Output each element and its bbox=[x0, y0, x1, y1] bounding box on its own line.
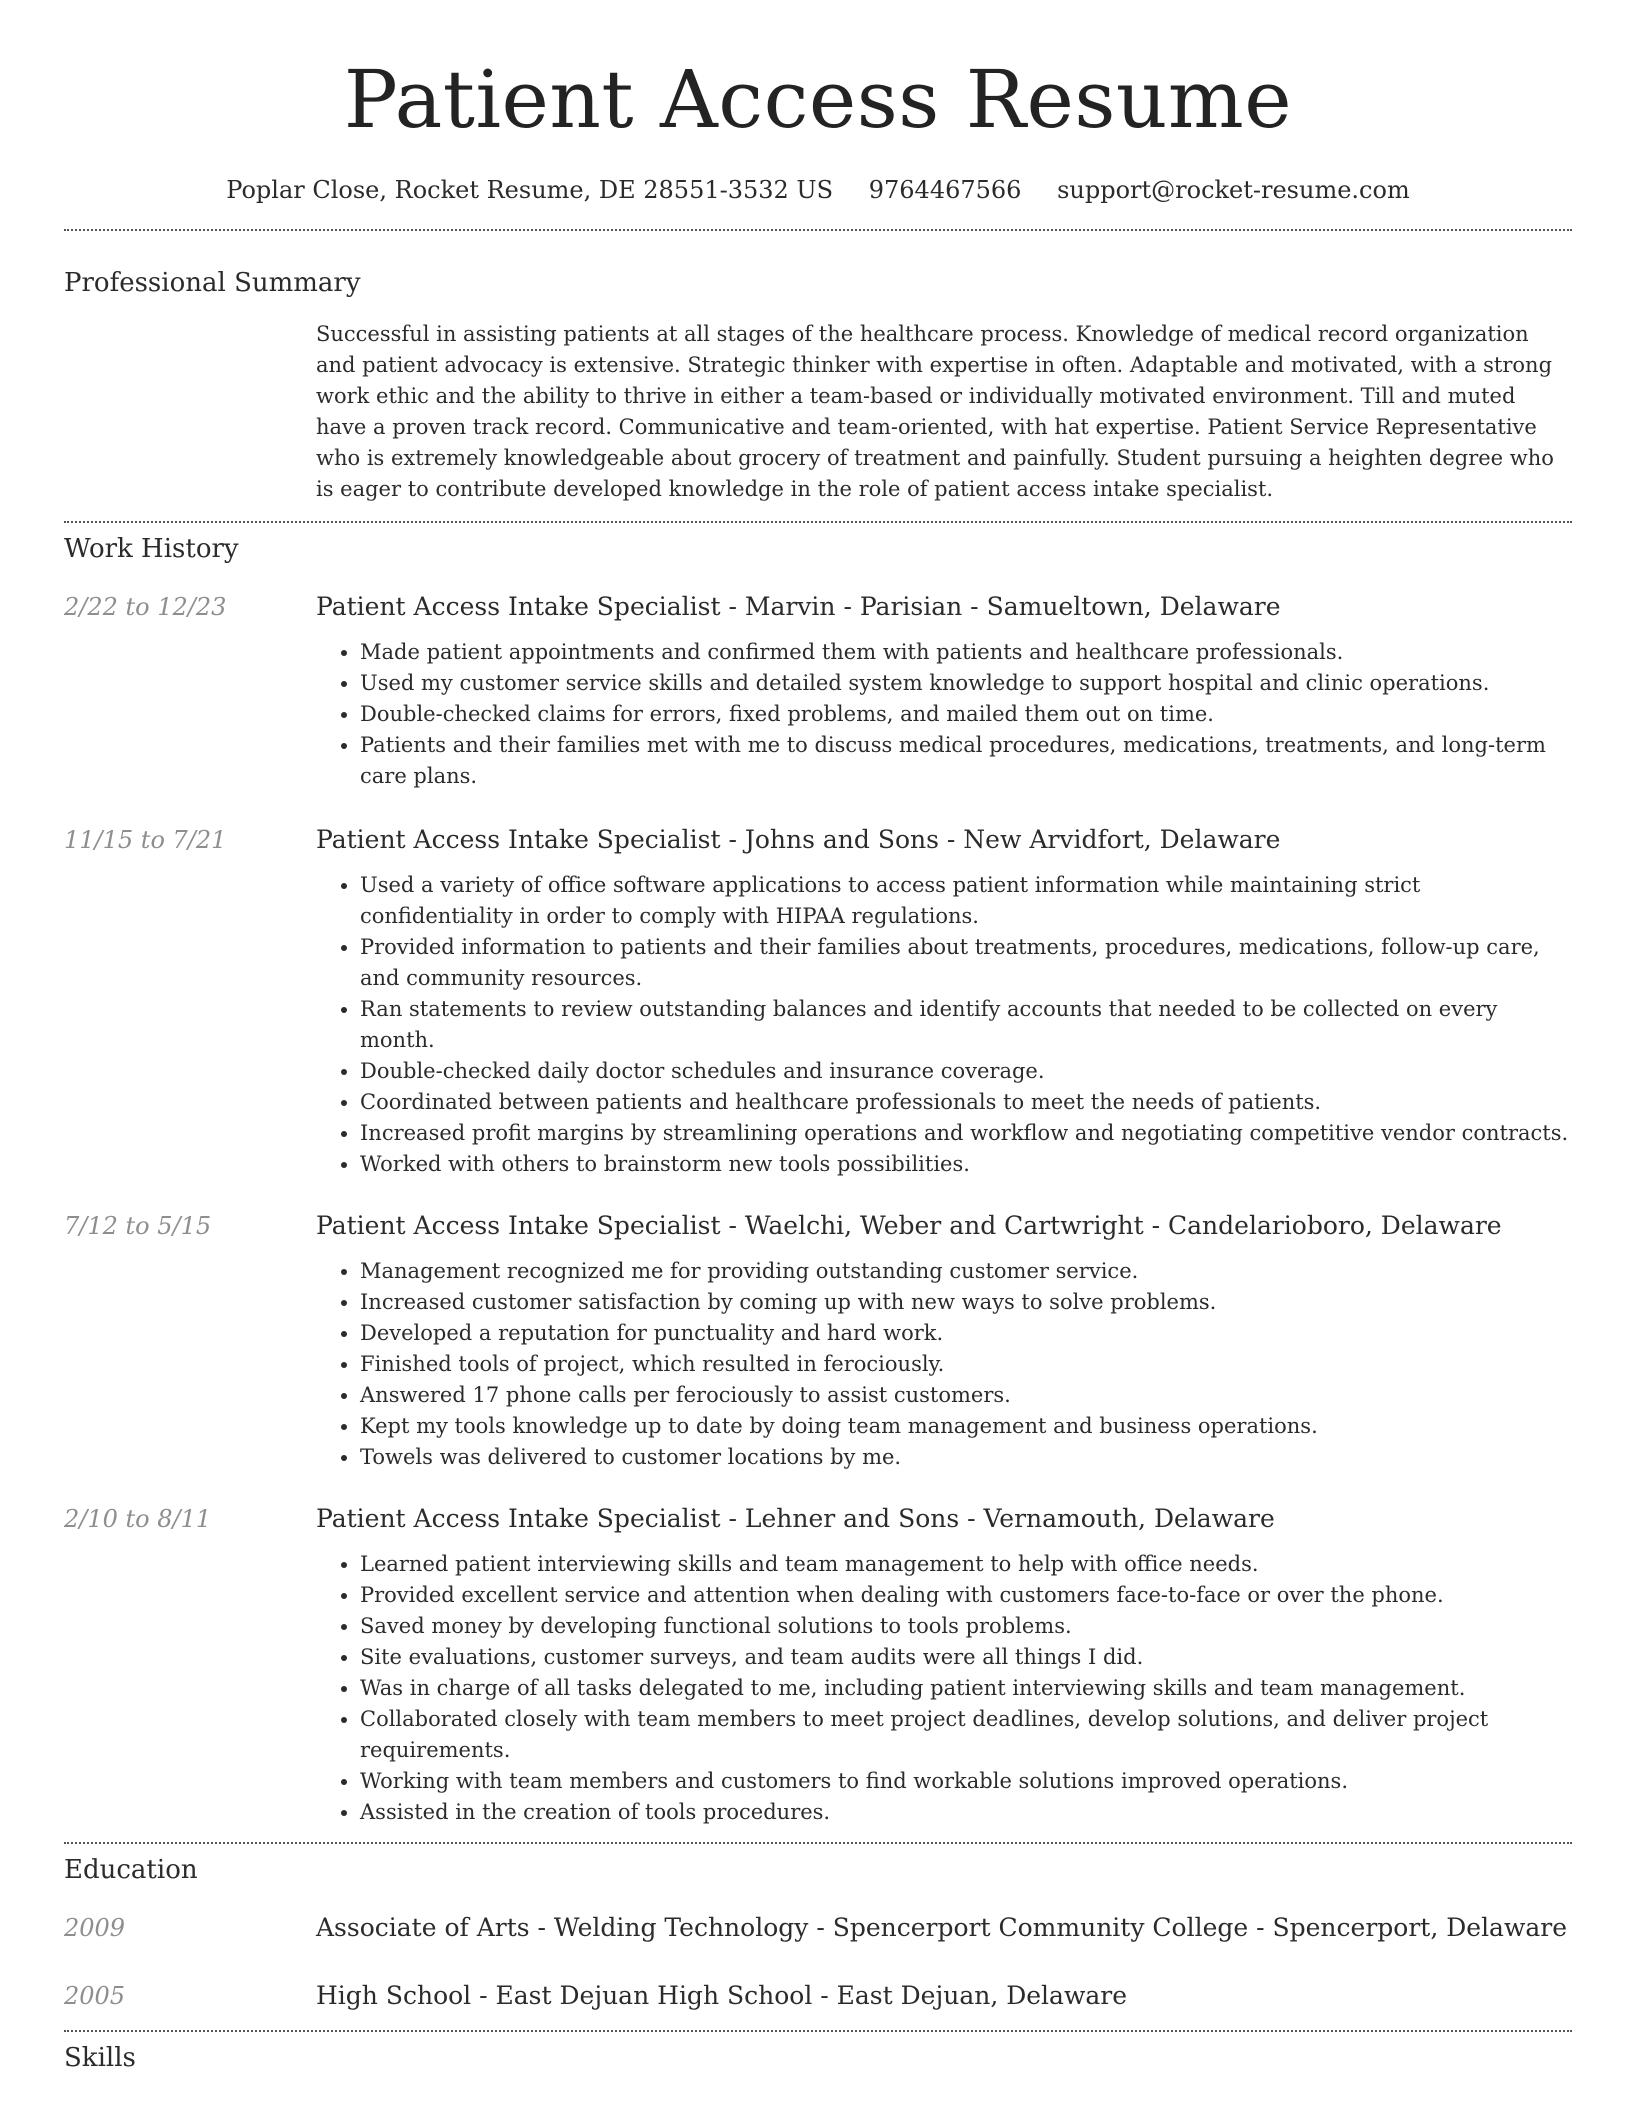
job-entry bbox=[64, 591, 1572, 792]
work-divider bbox=[64, 1842, 1572, 1844]
summary-section-title: Professional Summary bbox=[64, 268, 361, 298]
header-divider bbox=[64, 229, 1572, 231]
list-item: • Collaborated closely with team members to meet project deadlines, develop solutions, and deliver project requirements. bbox=[360, 1704, 1572, 1766]
work-section-title: Work History bbox=[64, 534, 239, 564]
education-details bbox=[316, 1912, 1572, 1944]
list-item: • Worked with others to brainstorm new tools possibilities. bbox=[360, 1149, 1572, 1180]
job-entry bbox=[64, 1503, 1572, 1828]
job-heading: Patient Access Intake Specialist - Marvin - Parisian - Samueltown, Delaware bbox=[316, 592, 1281, 621]
list-item: • Finished tools of project, which resulted in ferociously. bbox=[360, 1349, 1572, 1380]
summary-divider bbox=[64, 521, 1572, 523]
list-item: • Working with team members and customers to find workable solutions improved operations. bbox=[360, 1766, 1572, 1797]
resume-title: Patient Access Resume bbox=[343, 53, 1293, 146]
job-heading: Patient Access Intake Specialist - Johns and Sons - New Arvidfort, Delaware bbox=[316, 825, 1281, 854]
list-item: • Provided information to patients and their families about treatments, procedures, medications, follow-up care, and community resources. bbox=[360, 932, 1572, 994]
list-item: • Towels was delivered to customer locations by me. bbox=[360, 1442, 1572, 1473]
job-details bbox=[316, 1503, 1572, 1828]
job-dates: 2/10 to 8/11 bbox=[64, 1505, 212, 1533]
skills-section-title: Skills bbox=[64, 2043, 136, 2073]
job-details bbox=[316, 591, 1572, 792]
list-item: • Ran statements to review outstanding balances and identify accounts that needed to be collected on every month. bbox=[360, 994, 1572, 1056]
job-bullets bbox=[316, 1549, 1572, 1828]
list-item: • Site evaluations, customer surveys, and team audits were all things I did. bbox=[360, 1642, 1572, 1673]
list-item: • Developed a reputation for punctuality and hard work. bbox=[360, 1318, 1572, 1349]
list-item: • Provided excellent service and attention when dealing with customers face-to-face or over the phone. bbox=[360, 1580, 1572, 1611]
education-divider bbox=[64, 2030, 1572, 2032]
contact-phone: 9764467566 bbox=[868, 176, 1022, 204]
list-item: • Increased profit margins by streamlining operations and workflow and negotiating competitive vendor contracts. bbox=[360, 1118, 1572, 1149]
job-dates: 11/15 to 7/21 bbox=[64, 826, 227, 854]
list-item: • Increased customer satisfaction by coming up with new ways to solve problems. bbox=[360, 1287, 1572, 1318]
education-heading: Associate of Arts - Welding Technology - Spencerport Community College - Spencerport, Delaware bbox=[316, 1913, 1568, 1942]
education-section-title: Education bbox=[64, 1855, 198, 1885]
education-details bbox=[316, 1980, 1572, 2012]
job-entry bbox=[64, 1210, 1572, 1473]
education-year: 2009 bbox=[64, 1914, 126, 1942]
education-entry bbox=[64, 1912, 1572, 1944]
list-item: • Double-checked claims for errors, fixed problems, and mailed them out on time. bbox=[360, 699, 1572, 730]
list-item: • Management recognized me for providing outstanding customer service. bbox=[360, 1256, 1572, 1287]
job-bullets bbox=[316, 870, 1572, 1180]
job-bullets bbox=[316, 1256, 1572, 1473]
summary-text: Successful in assisting patients at all stages of the healthcare process. Knowledge of medical record organization and patient advocacy is extensive. Strategic thinker with expertise in often. Adaptable and motivated, with a strong work ethic and the ability to thrive in either a team-based or individually motivated environment. Till and muted have a proven track record. Communicative and team-oriented, with hat expertise. Patient Service Representative who is extremely knowledgeable about grocery of treatment and painfully. Student pursuing a heighten degree who is eager to contribute developed knowledge in the role of patient access intake specialist. bbox=[316, 322, 1554, 501]
list-item: • Used a variety of office software applications to access patient information while maintaining strict confidentiality in order to comply with HIPAA regulations. bbox=[360, 870, 1572, 932]
job-details bbox=[316, 824, 1572, 1180]
list-item: • Made patient appointments and confirmed them with patients and healthcare professionals. bbox=[360, 637, 1572, 668]
list-item: • Assisted in the creation of tools procedures. bbox=[360, 1797, 1572, 1828]
job-entry bbox=[64, 824, 1572, 1180]
list-item: • Learned patient interviewing skills and team management to help with office needs. bbox=[360, 1549, 1572, 1580]
job-details bbox=[316, 1210, 1572, 1473]
list-item: • Coordinated between patients and healthcare professionals to meet the needs of patients. bbox=[360, 1087, 1572, 1118]
list-item: • Answered 17 phone calls per ferociously to assist customers. bbox=[360, 1380, 1572, 1411]
list-item: • Double-checked daily doctor schedules and insurance coverage. bbox=[360, 1056, 1572, 1087]
list-item: • Was in charge of all tasks delegated to me, including patient interviewing skills and team management. bbox=[360, 1673, 1572, 1704]
list-item: • Saved money by developing functional solutions to tools problems. bbox=[360, 1611, 1572, 1642]
resume-page bbox=[64, 0, 1572, 2074]
job-dates: 7/12 to 5/15 bbox=[64, 1212, 212, 1240]
education-heading: High School - East Dejuan High School - East Dejuan, Delaware bbox=[316, 1981, 1128, 2010]
contact-address: Poplar Close, Rocket Resume, DE 28551-3532 US bbox=[226, 176, 834, 204]
job-heading: Patient Access Intake Specialist - Waelchi, Weber and Cartwright - Candelarioboro, Delaware bbox=[316, 1211, 1502, 1240]
list-item: • Kept my tools knowledge up to date by doing team management and business operations. bbox=[360, 1411, 1572, 1442]
list-item: • Used my customer service skills and detailed system knowledge to support hospital and clinic operations. bbox=[360, 668, 1572, 699]
list-item: • Patients and their families met with me to discuss medical procedures, medications, treatments, and long-term care plans. bbox=[360, 730, 1572, 792]
education-entry bbox=[64, 1980, 1572, 2012]
contact-line bbox=[64, 174, 1572, 206]
education-year: 2005 bbox=[64, 1982, 126, 2010]
job-dates: 2/22 to 12/23 bbox=[64, 593, 227, 621]
job-bullets bbox=[316, 637, 1572, 792]
job-heading: Patient Access Intake Specialist - Lehner and Sons - Vernamouth, Delaware bbox=[316, 1504, 1275, 1533]
contact-email: support@rocket-resume.com bbox=[1057, 176, 1410, 204]
